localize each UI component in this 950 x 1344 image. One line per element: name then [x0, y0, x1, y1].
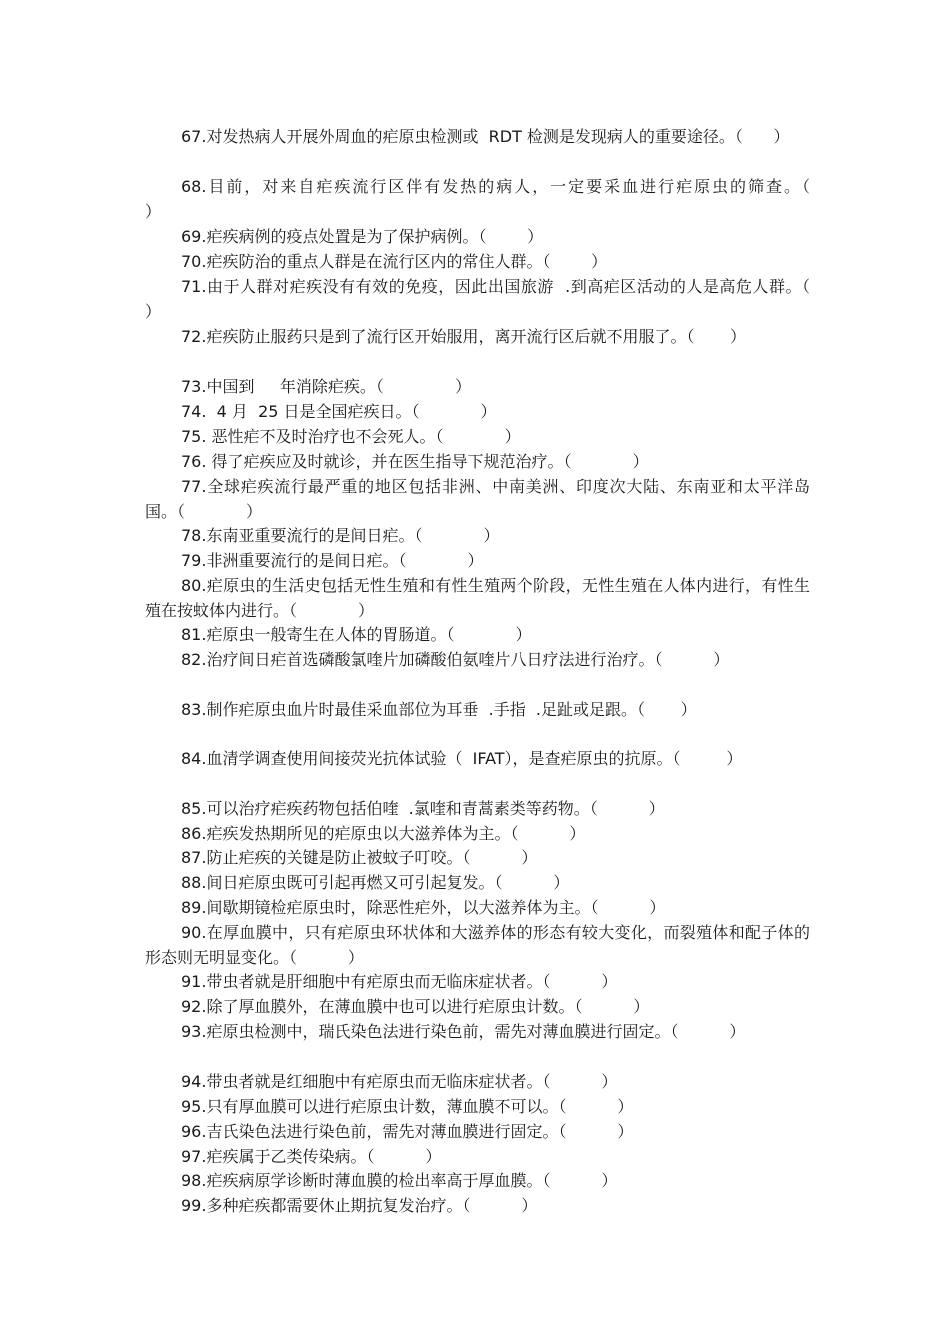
question-text: 疟疾发热期所见的疟原虫以大滋养体为主。（ ） [206, 824, 586, 843]
question-item [145, 846, 810, 871]
question-text: 间日疟原虫既可引起再燃又可引起复发。（ ） [206, 873, 570, 892]
question-item [145, 574, 810, 624]
question-number: 82. [181, 650, 207, 669]
question-text: 疟疾病原学诊断时薄血膜的检出率高于厚血膜。（ ） [206, 1171, 618, 1190]
question-number: 95. [181, 1097, 207, 1116]
question-text: 非洲重要流行的是间日疟。（ ） [206, 551, 484, 570]
question-text: 吉氏染色法进行染色前，需先对薄血膜进行固定。（ ） [206, 1122, 634, 1141]
question-text: 多种疟疾都需要休止期抗复发治疗。（ ） [206, 1196, 538, 1215]
question-number: 68. [181, 177, 207, 196]
question-number: 77. [181, 477, 207, 496]
question-item [145, 698, 810, 723]
question-item [145, 648, 810, 673]
question-text: 带虫者就是肝细胞中有疟原虫而无临床症状者。（ ） [206, 972, 618, 991]
question-text: 在厚血膜中，只有疟原虫环状体和大滋养体的形态有较大变化，而裂殖体和配子体的形态则无明显变化。（ ） [145, 923, 810, 967]
question-item [145, 1120, 810, 1145]
question-number: 85. [181, 799, 207, 818]
question-item [145, 1020, 810, 1045]
question-text: 间歇期镜检疟原虫时，除恶性疟外，以大滋养体为主。（ ） [206, 898, 666, 917]
question-number: 80. [181, 576, 207, 595]
question-item [145, 1169, 810, 1194]
question-number: 90. [181, 923, 207, 942]
question-number: 67. [181, 127, 207, 146]
question-item [145, 747, 810, 772]
question-text: 得了疟疾应及时就诊，并在医生指导下规范治疗。（ ） [206, 452, 649, 471]
question-item [145, 125, 810, 150]
question-item [145, 175, 872, 225]
question-item [145, 1095, 810, 1120]
question-text: 疟原虫一般寄生在人体的胃肠道。（ ） [206, 625, 532, 644]
question-text: 东南亚重要流行的是间日疟。（ ） [206, 526, 500, 545]
question-text: 只有厚血膜可以进行疟原虫计数，薄血膜不可以。（ ） [206, 1097, 634, 1116]
question-number: 94. [181, 1072, 207, 1091]
question-number: 98. [181, 1171, 207, 1190]
question-item [145, 822, 810, 847]
question-number: 89. [181, 898, 207, 917]
question-item [145, 549, 810, 574]
question-item [145, 871, 810, 896]
question-item [145, 623, 810, 648]
question-number: 83. [181, 700, 207, 719]
question-text: 对发热病人开展外周血的疟原虫检测或 RDT 检测是发现病人的重要途径。（ ） [206, 127, 790, 146]
question-number: 91. [181, 972, 207, 991]
question-text: 疟疾属于乙类传染病。（ ） [206, 1147, 442, 1166]
question-text: 目前，对来自疟疾流行区伴有发热的病人，一定要采血进行疟原虫的筛查。（ ） [145, 177, 872, 221]
question-number: 92. [181, 997, 207, 1016]
question-item [145, 970, 810, 995]
question-item [145, 797, 810, 822]
question-text: 除了厚血膜外，在薄血膜中也可以进行疟原虫计数。（ ） [206, 997, 650, 1016]
question-item [145, 1194, 810, 1219]
question-number: 73. [181, 377, 207, 396]
question-text: 疟原虫的生活史包括无性生殖和有性生殖两个阶段，无性生殖在人体内进行，有性生殖在按蚊体内进行。（ ） [145, 576, 810, 620]
question-number: 71. [181, 277, 207, 296]
question-item [145, 1145, 810, 1170]
question-item [145, 225, 810, 250]
question-number: 88. [181, 873, 207, 892]
question-text: 疟疾病例的疫点处置是为了保护病例。（ ） [206, 227, 544, 246]
question-text: 防止疟疾的关键是防止被蚊子叮咬。（ ） [206, 848, 538, 867]
question-number: 87. [181, 848, 207, 867]
question-item [145, 1070, 810, 1095]
question-item [145, 375, 810, 400]
question-number: 81. [181, 625, 207, 644]
question-item [145, 400, 810, 425]
question-text: 血清学调查使用间接荧光抗体试验（ IFAT），是查疟原虫的抗原。（ ） [206, 749, 743, 768]
question-number: 86. [181, 824, 207, 843]
question-number: 75. [181, 427, 207, 446]
question-item [145, 450, 810, 475]
question-item [145, 524, 810, 549]
question-text: 可以治疗疟疾药物包括伯喹 .氯喹和青蒿素类等药物。（ ） [206, 799, 665, 818]
question-text: 4 月 25 日是全国疟疾日。（ ） [206, 402, 497, 421]
question-text: 治疗间日疟首选磷酸氯喹片加磷酸伯氨喹片八日疗法进行治疗。（ ） [206, 650, 730, 669]
question-number: 93. [181, 1022, 207, 1041]
question-number: 72. [181, 327, 207, 346]
question-item [145, 425, 810, 450]
question-item [145, 921, 810, 971]
question-number: 69. [181, 227, 207, 246]
question-text: 全球疟疾流行最严重的地区包括非洲、中南美洲、印度次大陆、东南亚和太平洋岛国。（ ） [145, 477, 810, 521]
question-item [145, 896, 810, 921]
question-number: 78. [181, 526, 207, 545]
question-text: 中国到 年消除疟疾。（ ） [206, 377, 472, 396]
question-text: 疟原虫检测中，瑞氏染色法进行染色前，需先对薄血膜进行固定。（ ） [206, 1022, 746, 1041]
question-number: 96. [181, 1122, 207, 1141]
question-number: 99. [181, 1196, 207, 1215]
question-text: 制作疟原虫血片时最佳采血部位为耳垂 .手指 .足趾或足跟。（ ） [206, 700, 697, 719]
question-item [145, 250, 810, 275]
question-text: 带虫者就是红细胞中有疟原虫而无临床症状者。（ ） [206, 1072, 618, 1091]
question-number: 84. [181, 749, 207, 768]
question-number: 79. [181, 551, 207, 570]
question-number: 76. [181, 452, 207, 471]
question-number: 97. [181, 1147, 207, 1166]
question-text: 由于人群对疟疾没有有效的免疫，因此出国旅游 .到高疟区活动的人是高危人群。（ ） [145, 277, 846, 321]
question-item [145, 325, 810, 350]
question-number: 70. [181, 252, 207, 271]
question-item [145, 475, 810, 525]
question-number: 74. [181, 402, 207, 421]
question-item [145, 275, 846, 325]
question-text: 恶性疟不及时治疗也不会死人。（ ） [206, 427, 521, 446]
question-text: 疟疾防治的重点人群是在流行区内的常住人群。（ ） [206, 252, 608, 271]
question-text: 疟疾防止服药只是到了流行区开始服用，离开流行区后就不用服了。（ ） [206, 327, 747, 346]
question-item [145, 995, 810, 1020]
